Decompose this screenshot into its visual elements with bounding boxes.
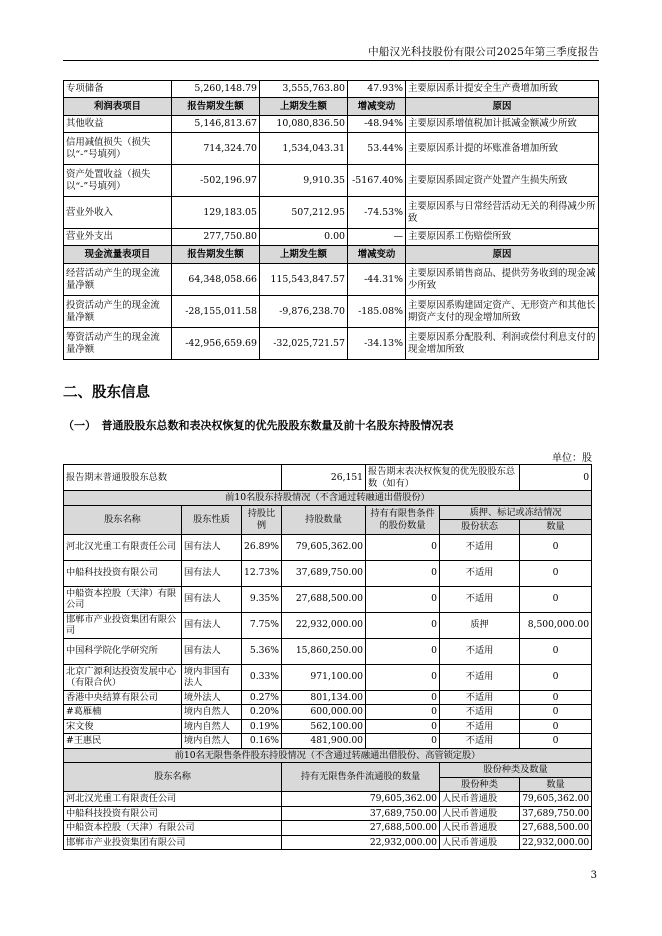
prior-value-cell: 10,080,836.50 bbox=[260, 116, 348, 133]
section-title: 二、股东信息 bbox=[63, 384, 150, 401]
shareholder-table bbox=[63, 464, 592, 850]
col-header-type: 股东性质 bbox=[182, 505, 242, 534]
u-col-header-qty: 持有无限售条件流通股的数量 bbox=[282, 763, 440, 792]
change-cell: -74.53% bbox=[348, 197, 406, 229]
item-cell: 经营活动产生的现金流量净额 bbox=[64, 264, 172, 296]
holder-ratio: 0.20% bbox=[242, 705, 282, 720]
holder-qty: 22,932,000.00 bbox=[282, 612, 366, 638]
header-cell: 原因 bbox=[406, 246, 599, 264]
item-cell: 营业外收入 bbox=[64, 197, 172, 229]
current-value-cell: -502,196.97 bbox=[172, 165, 260, 197]
holder-type: 国有法人 bbox=[182, 612, 242, 638]
holder-restricted: 0 bbox=[366, 705, 440, 720]
table-row bbox=[64, 690, 592, 705]
current-value-cell: -28,155,011.58 bbox=[172, 296, 260, 328]
holder-name: 中国科学院化学研究所 bbox=[64, 638, 182, 664]
holder-name: 中船资本控股（天津）有限公司 bbox=[64, 586, 182, 612]
table-row bbox=[64, 705, 592, 720]
u-share-class-qty: 22,932,000.00 bbox=[520, 835, 592, 850]
change-cell: -185.08% bbox=[348, 296, 406, 328]
pledge-qty: 0 bbox=[520, 560, 592, 586]
col-header-qty: 持股数量 bbox=[282, 505, 366, 534]
change-cell: — bbox=[348, 229, 406, 246]
prior-value-cell: 9,910.35 bbox=[260, 165, 348, 197]
holder-type: 国有法人 bbox=[182, 560, 242, 586]
pledge-status: 不适用 bbox=[440, 638, 520, 664]
item-cell: 营业外支出 bbox=[64, 229, 172, 246]
table-row bbox=[64, 165, 599, 197]
col-header-restricted: 持有有限售条件的股份数量 bbox=[366, 505, 440, 534]
holder-restricted: 0 bbox=[366, 560, 440, 586]
reason-cell: 主要原因系计提安全生产费增加所致 bbox=[406, 81, 599, 98]
preferred-holders-label: 报告期末表决权恢复的优先股股东总数（如有） bbox=[366, 465, 520, 491]
col-header-pledge: 质押、标记或冻结情况 bbox=[440, 505, 592, 520]
current-value-cell: 714,324.70 bbox=[172, 133, 260, 165]
holder-ratio: 5.36% bbox=[242, 638, 282, 664]
u-holder-name: 中船科技投资有限公司 bbox=[64, 806, 282, 821]
u-col-header-class: 股份种类及数量 bbox=[440, 763, 592, 778]
subsection-title: （一） 普通股股东总数和表决权恢复的优先股股东数量及前十名股东持股情况表 bbox=[63, 419, 454, 432]
total-holders-row bbox=[64, 465, 592, 491]
table-row bbox=[64, 586, 592, 612]
table-row bbox=[64, 719, 592, 734]
prior-value-cell: 1,534,043.31 bbox=[260, 133, 348, 165]
table-row bbox=[64, 835, 592, 850]
table-row bbox=[64, 328, 599, 360]
u-col-header-name: 股东名称 bbox=[64, 763, 282, 792]
holder-ratio: 9.35% bbox=[242, 586, 282, 612]
item-cell: 其他收益 bbox=[64, 116, 172, 133]
unrestricted-header-row bbox=[64, 763, 592, 778]
header-cell: 报告期发生额 bbox=[172, 98, 260, 116]
u-holder-name: 河北汉光重工有限责任公司 bbox=[64, 792, 282, 807]
table-row bbox=[64, 133, 599, 165]
prior-value-cell: -32,025,721.57 bbox=[260, 328, 348, 360]
header-cell: 增减变动 bbox=[348, 98, 406, 116]
pledge-status: 不适用 bbox=[440, 586, 520, 612]
current-value-cell: -42,956,659.69 bbox=[172, 328, 260, 360]
holder-qty: 481,900.00 bbox=[282, 734, 366, 749]
header-cell: 上期发生额 bbox=[260, 98, 348, 116]
holder-name: 河北汉光重工有限责任公司 bbox=[64, 534, 182, 560]
change-cell: -34.13% bbox=[348, 328, 406, 360]
holder-ratio: 0.33% bbox=[242, 664, 282, 690]
item-cell: 筹资活动产生的现金流量净额 bbox=[64, 328, 172, 360]
reason-cell: 主要原因系分配股利、利润或偿付利息支付的现金增加所致 bbox=[406, 328, 599, 360]
change-cell: -5167.40% bbox=[348, 165, 406, 197]
holder-qty: 562,100.00 bbox=[282, 719, 366, 734]
holder-qty: 971,100.00 bbox=[282, 664, 366, 690]
pledge-status: 不适用 bbox=[440, 690, 520, 705]
holder-type: 国有法人 bbox=[182, 586, 242, 612]
prior-value-cell: -9,876,238.70 bbox=[260, 296, 348, 328]
holder-ratio: 7.75% bbox=[242, 612, 282, 638]
current-value-cell: 5,260,148.79 bbox=[172, 81, 260, 98]
holder-ratio: 0.16% bbox=[242, 734, 282, 749]
holder-type: 境内自然人 bbox=[182, 719, 242, 734]
holder-name: 香港中央结算有限公司 bbox=[64, 690, 182, 705]
header-divider bbox=[63, 60, 599, 61]
holder-name: 宋文俊 bbox=[64, 719, 182, 734]
table-row bbox=[64, 792, 592, 807]
header-cell: 上期发生额 bbox=[260, 246, 348, 264]
u-share-class-qty: 27,688,500.00 bbox=[520, 821, 592, 836]
reason-cell: 主要原因系销售商品、提供劳务收到的现金减少所致 bbox=[406, 264, 599, 296]
table-row bbox=[64, 806, 592, 821]
header-cell: 报告期发生额 bbox=[172, 246, 260, 264]
pledge-status: 不适用 bbox=[440, 560, 520, 586]
unit-label: 单位：股 bbox=[552, 453, 592, 464]
current-value-cell: 5,146,813.67 bbox=[172, 116, 260, 133]
pledge-status: 不适用 bbox=[440, 719, 520, 734]
table-row bbox=[64, 197, 599, 229]
item-cell: 信用减值损失（损失以“-”号填列） bbox=[64, 133, 172, 165]
pledge-qty: 0 bbox=[520, 734, 592, 749]
pledge-qty: 0 bbox=[520, 534, 592, 560]
u-holder-qty: 79,605,362.00 bbox=[282, 792, 440, 807]
u-share-class: 人民币普通股 bbox=[440, 821, 520, 836]
pledge-qty: 0 bbox=[520, 586, 592, 612]
u-share-class-qty: 37,689,750.00 bbox=[520, 806, 592, 821]
pledge-status: 不适用 bbox=[440, 534, 520, 560]
holder-name: 邯郸市产业投资集团有限公司 bbox=[64, 612, 182, 638]
cashflow-header-row bbox=[64, 246, 599, 264]
pledge-qty: 0 bbox=[520, 690, 592, 705]
table-row bbox=[64, 821, 592, 836]
prior-value-cell: 115,543,847.57 bbox=[260, 264, 348, 296]
reason-cell: 主要原因系与日常经营活动无关的利得减少所致 bbox=[406, 197, 599, 229]
pledge-status: 不适用 bbox=[440, 734, 520, 749]
holder-qty: 79,605,362.00 bbox=[282, 534, 366, 560]
unrestricted-title-row bbox=[64, 748, 592, 763]
table-row bbox=[64, 638, 592, 664]
col-header-ratio: 持股比例 bbox=[242, 505, 282, 534]
pledge-qty: 0 bbox=[520, 664, 592, 690]
reason-cell: 主要原因系计提的坏账准备增加所致 bbox=[406, 133, 599, 165]
holder-qty: 37,689,750.00 bbox=[282, 560, 366, 586]
prior-value-cell: 3,555,763.80 bbox=[260, 81, 348, 98]
holder-name: #王惠民 bbox=[64, 734, 182, 749]
prior-value-cell: 0.00 bbox=[260, 229, 348, 246]
pledge-status: 质押 bbox=[440, 612, 520, 638]
header-cell: 现金流量表项目 bbox=[64, 246, 172, 264]
top10-title: 前10名股东持股情况（不含通过转融通出借股份） bbox=[64, 491, 592, 506]
top10-title-row bbox=[64, 491, 592, 506]
income-header-row bbox=[64, 98, 599, 116]
table-row bbox=[64, 560, 592, 586]
item-cell: 专项储备 bbox=[64, 81, 172, 98]
reason-cell: 主要原因系工伤赔偿所致 bbox=[406, 229, 599, 246]
col-header-pledge-qty: 数量 bbox=[520, 520, 592, 535]
holder-qty: 27,688,500.00 bbox=[282, 586, 366, 612]
item-cell: 资产处置收益（损失以“-”号填列） bbox=[64, 165, 172, 197]
current-value-cell: 277,750.80 bbox=[172, 229, 260, 246]
holder-ratio: 26.89% bbox=[242, 534, 282, 560]
table-row bbox=[64, 664, 592, 690]
table-row bbox=[64, 534, 592, 560]
u-col-header-class-qty: 数量 bbox=[520, 777, 592, 792]
holder-type: 境内非国有法人 bbox=[182, 664, 242, 690]
holder-restricted: 0 bbox=[366, 734, 440, 749]
holder-restricted: 0 bbox=[366, 690, 440, 705]
pledge-qty: 8,500,000.00 bbox=[520, 612, 592, 638]
holder-name: #葛雁楠 bbox=[64, 705, 182, 720]
total-holders-value: 26,151 bbox=[282, 465, 366, 491]
prior-value-cell: 507,212.95 bbox=[260, 197, 348, 229]
pledge-qty: 0 bbox=[520, 719, 592, 734]
change-cell: 47.93% bbox=[348, 81, 406, 98]
header-cell: 原因 bbox=[406, 98, 599, 116]
table-row bbox=[64, 296, 599, 328]
reason-cell: 主要原因系增值税加计抵减金额减少所致 bbox=[406, 116, 599, 133]
holder-restricted: 0 bbox=[366, 534, 440, 560]
pledge-status: 不适用 bbox=[440, 705, 520, 720]
u-holder-qty: 27,688,500.00 bbox=[282, 821, 440, 836]
holder-restricted: 0 bbox=[366, 638, 440, 664]
current-value-cell: 64,348,058.66 bbox=[172, 264, 260, 296]
preferred-holders-value: 0 bbox=[520, 465, 592, 491]
financial-change-table bbox=[63, 80, 599, 360]
change-cell: -44.31% bbox=[348, 264, 406, 296]
holder-ratio: 12.73% bbox=[242, 560, 282, 586]
holder-ratio: 0.19% bbox=[242, 719, 282, 734]
holder-ratio: 0.27% bbox=[242, 690, 282, 705]
u-holder-name: 中船资本控股（天津）有限公司 bbox=[64, 821, 282, 836]
change-cell: -48.94% bbox=[348, 116, 406, 133]
holder-type: 境内自然人 bbox=[182, 705, 242, 720]
u-col-header-class-type: 股份种类 bbox=[440, 777, 520, 792]
col-header-name: 股东名称 bbox=[64, 505, 182, 534]
holder-type: 境外法人 bbox=[182, 690, 242, 705]
holder-type: 国有法人 bbox=[182, 638, 242, 664]
u-share-class: 人民币普通股 bbox=[440, 806, 520, 821]
table-row bbox=[64, 264, 599, 296]
u-holder-qty: 37,689,750.00 bbox=[282, 806, 440, 821]
holder-type: 境内自然人 bbox=[182, 734, 242, 749]
holder-qty: 600,000.00 bbox=[282, 705, 366, 720]
holder-restricted: 0 bbox=[366, 719, 440, 734]
column-header-row bbox=[64, 505, 592, 520]
holder-restricted: 0 bbox=[366, 586, 440, 612]
table-row bbox=[64, 116, 599, 133]
total-holders-label: 报告期末普通股股东总数 bbox=[64, 465, 282, 491]
reason-cell: 主要原因系固定资产处置产生损失所致 bbox=[406, 165, 599, 197]
change-cell: 53.44% bbox=[348, 133, 406, 165]
u-holder-qty: 22,932,000.00 bbox=[282, 835, 440, 850]
u-share-class-qty: 79,605,362.00 bbox=[520, 792, 592, 807]
u-share-class: 人民币普通股 bbox=[440, 792, 520, 807]
table-row bbox=[64, 612, 592, 638]
header-cell: 增减变动 bbox=[348, 246, 406, 264]
page-header: 中船汉光科技股份有限公司2025年第三季度报告 bbox=[368, 46, 599, 58]
unrestricted-title: 前10名无限售条件股东持股情况（不含通过转融通出借股份、高管锁定股） bbox=[64, 748, 592, 763]
table-row bbox=[64, 734, 592, 749]
reason-cell: 主要原因系购建固定资产、无形资产和其他长期资产支付的现金增加所致 bbox=[406, 296, 599, 328]
pledge-qty: 0 bbox=[520, 705, 592, 720]
holder-name: 中船科技投资有限公司 bbox=[64, 560, 182, 586]
pledge-status: 不适用 bbox=[440, 664, 520, 690]
table-row bbox=[64, 81, 599, 98]
page-number: 3 bbox=[590, 870, 597, 881]
holder-restricted: 0 bbox=[366, 664, 440, 690]
holder-qty: 15,860,250.00 bbox=[282, 638, 366, 664]
holder-restricted: 0 bbox=[366, 612, 440, 638]
pledge-qty: 0 bbox=[520, 638, 592, 664]
table-row bbox=[64, 229, 599, 246]
holder-type: 国有法人 bbox=[182, 534, 242, 560]
holder-name: 北京广源利达投资发展中心（有限合伙） bbox=[64, 664, 182, 690]
item-cell: 投资活动产生的现金流量净额 bbox=[64, 296, 172, 328]
u-holder-name: 邯郸市产业投资集团有限公司 bbox=[64, 835, 282, 850]
header-cell: 利润表项目 bbox=[64, 98, 172, 116]
u-share-class: 人民币普通股 bbox=[440, 835, 520, 850]
current-value-cell: 129,183.05 bbox=[172, 197, 260, 229]
col-header-pledge-status: 股份状态 bbox=[440, 520, 520, 535]
holder-qty: 801,134.00 bbox=[282, 690, 366, 705]
